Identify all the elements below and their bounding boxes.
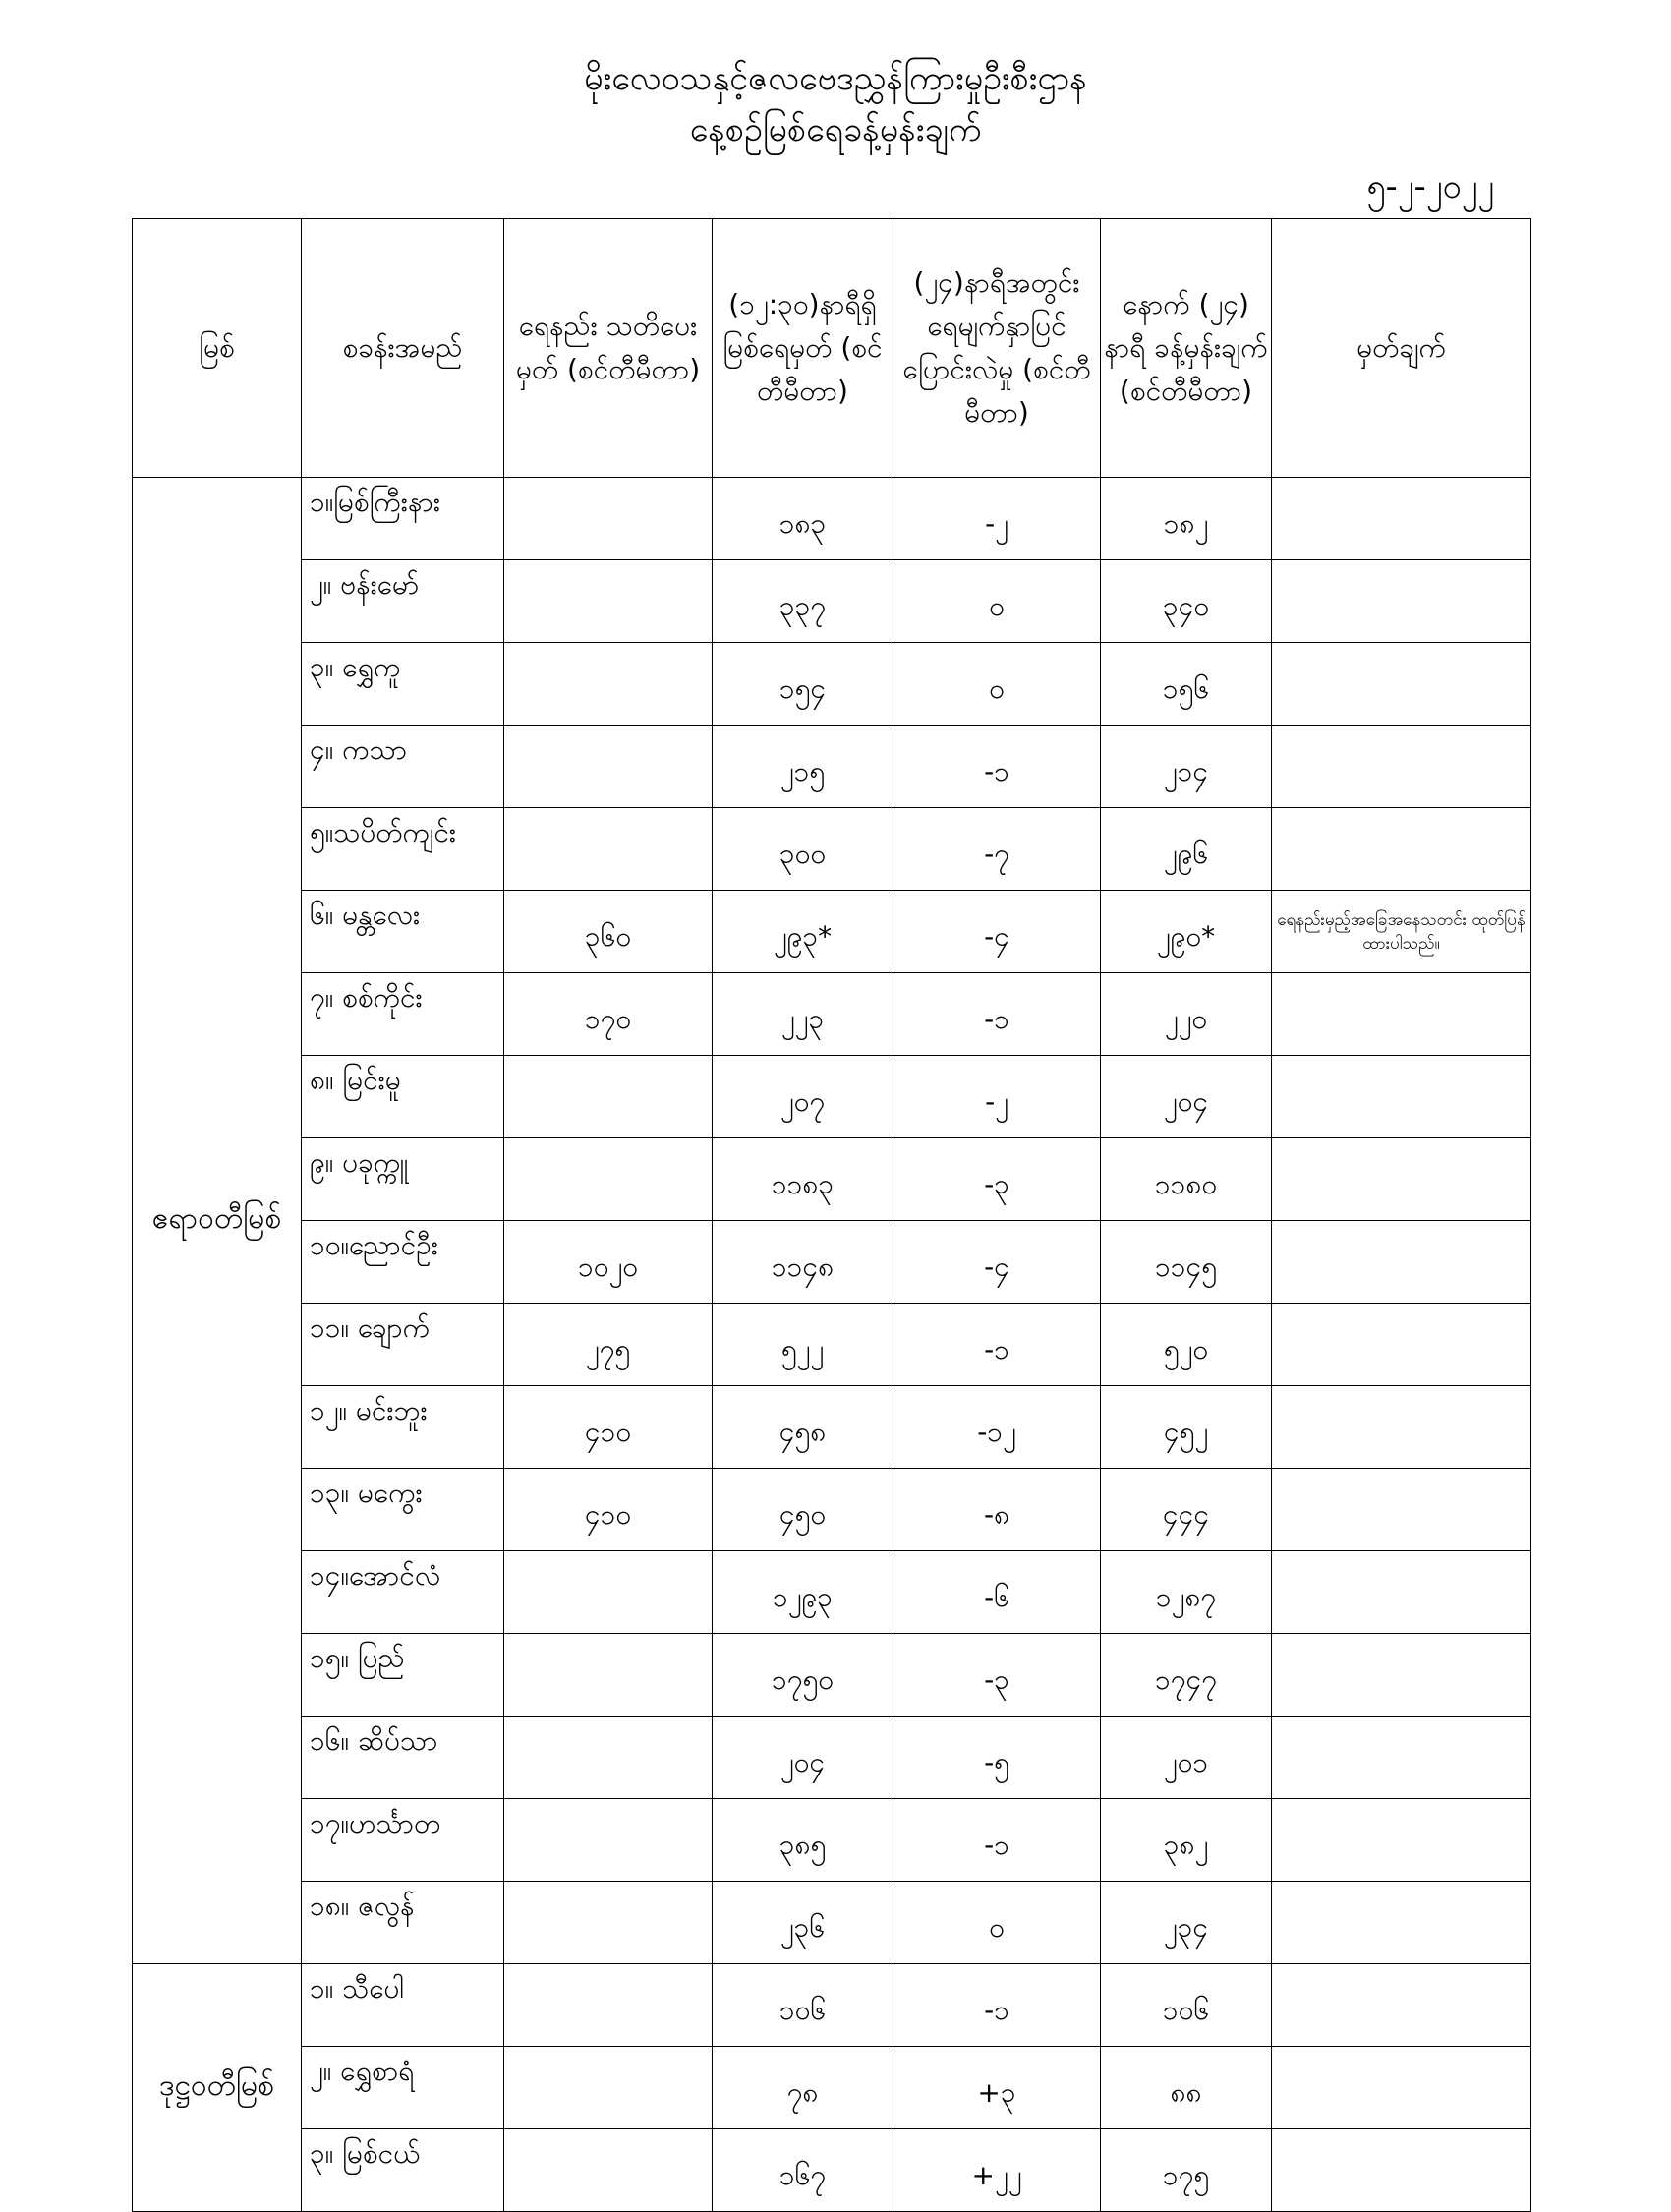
level-change: -၄ — [893, 1221, 1101, 1304]
table-row — [133, 808, 1531, 891]
water-level: ၂၉၃* — [713, 891, 893, 973]
water-level: ၃၀၀ — [713, 808, 893, 891]
water-level: ၁၇၅၀ — [713, 1634, 893, 1717]
station-name: ၃။ ရွှေကူ — [302, 643, 504, 726]
warning-level — [504, 726, 713, 808]
table-body — [133, 478, 1531, 2212]
station-name: ၅။သပိတ်ကျင်း — [302, 808, 504, 891]
remark — [1272, 973, 1531, 1056]
level-change: ၀ — [893, 1882, 1101, 1964]
remark — [1272, 726, 1531, 808]
col-header-station: စခန်းအမည် — [302, 219, 504, 478]
forecast-level: ၂၀၁ — [1101, 1717, 1272, 1799]
remark — [1272, 1138, 1531, 1221]
forecast-level: ၁၇၅ — [1101, 2129, 1272, 2212]
table-row — [133, 1138, 1531, 1221]
warning-level — [504, 478, 713, 560]
warning-level — [504, 1799, 713, 1882]
office-title: မိုးလေဝသနှင့်ဇလဗေဒညွှန်ကြားမှုဦးစီးဌာန — [584, 59, 1087, 98]
table-row — [133, 1964, 1531, 2047]
water-level: ၁၅၄ — [713, 643, 893, 726]
remark — [1272, 1469, 1531, 1551]
table-row — [133, 1799, 1531, 1882]
col-header-warning-level: ရေနည်း သတိပေးမှတ် (စင်တီမီတာ) — [504, 219, 713, 478]
forecast-level: ၁၅၆ — [1101, 643, 1272, 726]
station-name: ၁၃။ မကွေး — [302, 1469, 504, 1551]
table-row — [133, 973, 1531, 1056]
table-row — [133, 1304, 1531, 1386]
warning-level — [504, 1964, 713, 2047]
station-name: ၉။ ပခုက္ကူ — [302, 1138, 504, 1221]
warning-level: ၄၁၀ — [504, 1469, 713, 1551]
level-change: -၁ — [893, 1964, 1101, 2047]
station-name: ၂။ ရွှေစာရံ — [302, 2047, 504, 2129]
station-name: ၂။ ဗန်းမော် — [302, 560, 504, 643]
table-row — [133, 560, 1531, 643]
water-level: ၁၀၆ — [713, 1964, 893, 2047]
table-row — [133, 643, 1531, 726]
station-name: ၁၇။ဟင်္သာတ — [302, 1799, 504, 1882]
warning-level: ၁၀၂၀ — [504, 1221, 713, 1304]
river-level-table — [132, 218, 1531, 2212]
level-change: -၃ — [893, 1138, 1101, 1221]
level-change: -၁ — [893, 726, 1101, 808]
level-change: -၅ — [893, 1717, 1101, 1799]
water-level: ၁၆၇ — [713, 2129, 893, 2212]
forecast-level: ၁၇၄၇ — [1101, 1634, 1272, 1717]
level-change: -၂ — [893, 478, 1101, 560]
station-name: ၁၂။ မင်းဘူး — [302, 1386, 504, 1469]
level-change: -၄ — [893, 891, 1101, 973]
station-name: ၈။ မြင်းမူ — [302, 1056, 504, 1138]
forecast-level: ၁၂၈၇ — [1101, 1551, 1272, 1634]
remark — [1272, 2129, 1531, 2212]
forecast-level: ၁၁၄၅ — [1101, 1221, 1272, 1304]
remark — [1272, 560, 1531, 643]
forecast-level: ၁၁၈၀ — [1101, 1138, 1272, 1221]
level-change: ၀ — [893, 560, 1101, 643]
water-level: ၁၂၉၃ — [713, 1551, 893, 1634]
warning-level — [504, 1882, 713, 1964]
remark — [1272, 1717, 1531, 1799]
table-row — [133, 891, 1531, 973]
remark — [1272, 1386, 1531, 1469]
station-name: ၁၄။အောင်လံ — [302, 1551, 504, 1634]
water-level: ၅၂၂ — [713, 1304, 893, 1386]
level-change: -၈ — [893, 1469, 1101, 1551]
water-level: ၁၁၄၈ — [713, 1221, 893, 1304]
forecast-level: ၂၂၀ — [1101, 973, 1272, 1056]
table-row — [133, 1882, 1531, 1964]
water-level: ၄၅၈ — [713, 1386, 893, 1469]
water-level: ၂၃၆ — [713, 1882, 893, 1964]
report-date: ၅-၂-၂၀၂၂ — [1366, 167, 1494, 206]
warning-level — [504, 1056, 713, 1138]
report-title: နေ့စဉ်မြစ်ရေခန့်မှန်းချက် — [689, 110, 982, 149]
station-name: ၁၀။ညောင်ဦး — [302, 1221, 504, 1304]
level-change: -၁၂ — [893, 1386, 1101, 1469]
forecast-level: ၅၂၀ — [1101, 1304, 1272, 1386]
table-row — [133, 1551, 1531, 1634]
warning-level: ၂၇၅ — [504, 1304, 713, 1386]
remark — [1272, 478, 1531, 560]
level-change: +၃ — [893, 2047, 1101, 2129]
col-header-24h-change: (၂၄)နာရီအတွင်း ရေမျက်နှာပြင် ပြောင်းလဲမှု (စင်တီမီတာ) — [893, 219, 1101, 478]
level-change: -၁ — [893, 1304, 1101, 1386]
level-change: -၁ — [893, 1799, 1101, 1882]
table-row — [133, 1717, 1531, 1799]
forecast-level: ၃၄၀ — [1101, 560, 1272, 643]
remark — [1272, 1882, 1531, 1964]
forecast-level: ၄၄၄ — [1101, 1469, 1272, 1551]
warning-level: ၁၇၀ — [504, 973, 713, 1056]
level-change: -၂ — [893, 1056, 1101, 1138]
water-level: ၁၁၈၃ — [713, 1138, 893, 1221]
warning-level — [504, 1138, 713, 1221]
forecast-level: ၂၃၄ — [1101, 1882, 1272, 1964]
table-row — [133, 726, 1531, 808]
forecast-level: ၄၅၂ — [1101, 1386, 1272, 1469]
warning-level — [504, 1717, 713, 1799]
water-level: ၇၈ — [713, 2047, 893, 2129]
station-name: ၁။မြစ်ကြီးနား — [302, 478, 504, 560]
station-name: ၁၈။ ဇလွန် — [302, 1882, 504, 1964]
forecast-level: ၂၀၄ — [1101, 1056, 1272, 1138]
warning-level — [504, 2047, 713, 2129]
remark — [1272, 1634, 1531, 1717]
warning-level — [504, 2129, 713, 2212]
warning-level — [504, 560, 713, 643]
water-level: ၂၁၅ — [713, 726, 893, 808]
table-row — [133, 1056, 1531, 1138]
table-row — [133, 1221, 1531, 1304]
warning-level: ၃၆၀ — [504, 891, 713, 973]
header-row — [133, 219, 1531, 478]
station-name: ၄။ ကသာ — [302, 726, 504, 808]
col-header-water-level: (၁၂:၃၀)နာရီရှိ မြစ်ရေမှတ် (စင်တီမီတာ) — [713, 219, 893, 478]
table-row — [133, 478, 1531, 560]
water-level: ၁၈၃ — [713, 478, 893, 560]
remark — [1272, 1056, 1531, 1138]
station-name: ၁၁။ ချောက် — [302, 1304, 504, 1386]
col-header-remark: မှတ်ချက် — [1272, 219, 1531, 478]
water-level: ၄၅၀ — [713, 1469, 893, 1551]
water-level: ၂၀၄ — [713, 1717, 893, 1799]
station-name: ၃။ မြစ်ငယ် — [302, 2129, 504, 2212]
station-name: ၁၅။ ပြည် — [302, 1634, 504, 1717]
remark — [1272, 1221, 1531, 1304]
remark — [1272, 2047, 1531, 2129]
forecast-level: ၁၈၂ — [1101, 478, 1272, 560]
warning-level: ၄၁၀ — [504, 1386, 713, 1469]
river-name: ဒုဋ္ဌဝတီမြစ် — [133, 1964, 302, 2212]
forecast-level: ၈၈ — [1101, 2047, 1272, 2129]
forecast-level: ၁၀၆ — [1101, 1964, 1272, 2047]
water-level: ၃၃၇ — [713, 560, 893, 643]
table-row — [133, 1386, 1531, 1469]
remark — [1272, 1799, 1531, 1882]
level-change: +၂၂ — [893, 2129, 1101, 2212]
station-name: ၁၆။ ဆိပ်သာ — [302, 1717, 504, 1799]
table-row — [133, 2129, 1531, 2212]
forecast-level: ၂၉၆ — [1101, 808, 1272, 891]
warning-level — [504, 808, 713, 891]
level-change: -၁ — [893, 973, 1101, 1056]
station-name: ၆။ မန္တလေး — [302, 891, 504, 973]
level-change: -၇ — [893, 808, 1101, 891]
remark — [1272, 643, 1531, 726]
station-name: ၇။ စစ်ကိုင်း — [302, 973, 504, 1056]
remark — [1272, 1304, 1531, 1386]
forecast-level: ၃၈၂ — [1101, 1799, 1272, 1882]
level-change: -၃ — [893, 1634, 1101, 1717]
remark — [1272, 1551, 1531, 1634]
remark — [1272, 808, 1531, 891]
water-level: ၂၀၇ — [713, 1056, 893, 1138]
water-level: ၂၂၃ — [713, 973, 893, 1056]
table-row — [133, 2047, 1531, 2129]
remark: ရေနည်းမှည့်အခြေအနေသတင်း ထုတ်ပြန်ထားပါသည်။ — [1272, 891, 1531, 973]
river-name: ဧရာဝတီမြစ် — [133, 478, 302, 1964]
level-change: -၆ — [893, 1551, 1101, 1634]
table-row — [133, 1469, 1531, 1551]
forecast-level: ၂၉၀* — [1101, 891, 1272, 973]
col-header-river: မြစ် — [133, 219, 302, 478]
warning-level — [504, 1551, 713, 1634]
warning-level — [504, 643, 713, 726]
station-name: ၁။ သီပေါ — [302, 1964, 504, 2047]
forecast-level: ၂၁၄ — [1101, 726, 1272, 808]
table-row — [133, 1634, 1531, 1717]
level-change: ၀ — [893, 643, 1101, 726]
col-header-forecast: နောက် (၂၄) နာရီ ခန့်မှန်းချက် (စင်တီမီတာ) — [1101, 219, 1272, 478]
warning-level — [504, 1634, 713, 1717]
remark — [1272, 1964, 1531, 2047]
water-level: ၃၈၅ — [713, 1799, 893, 1882]
